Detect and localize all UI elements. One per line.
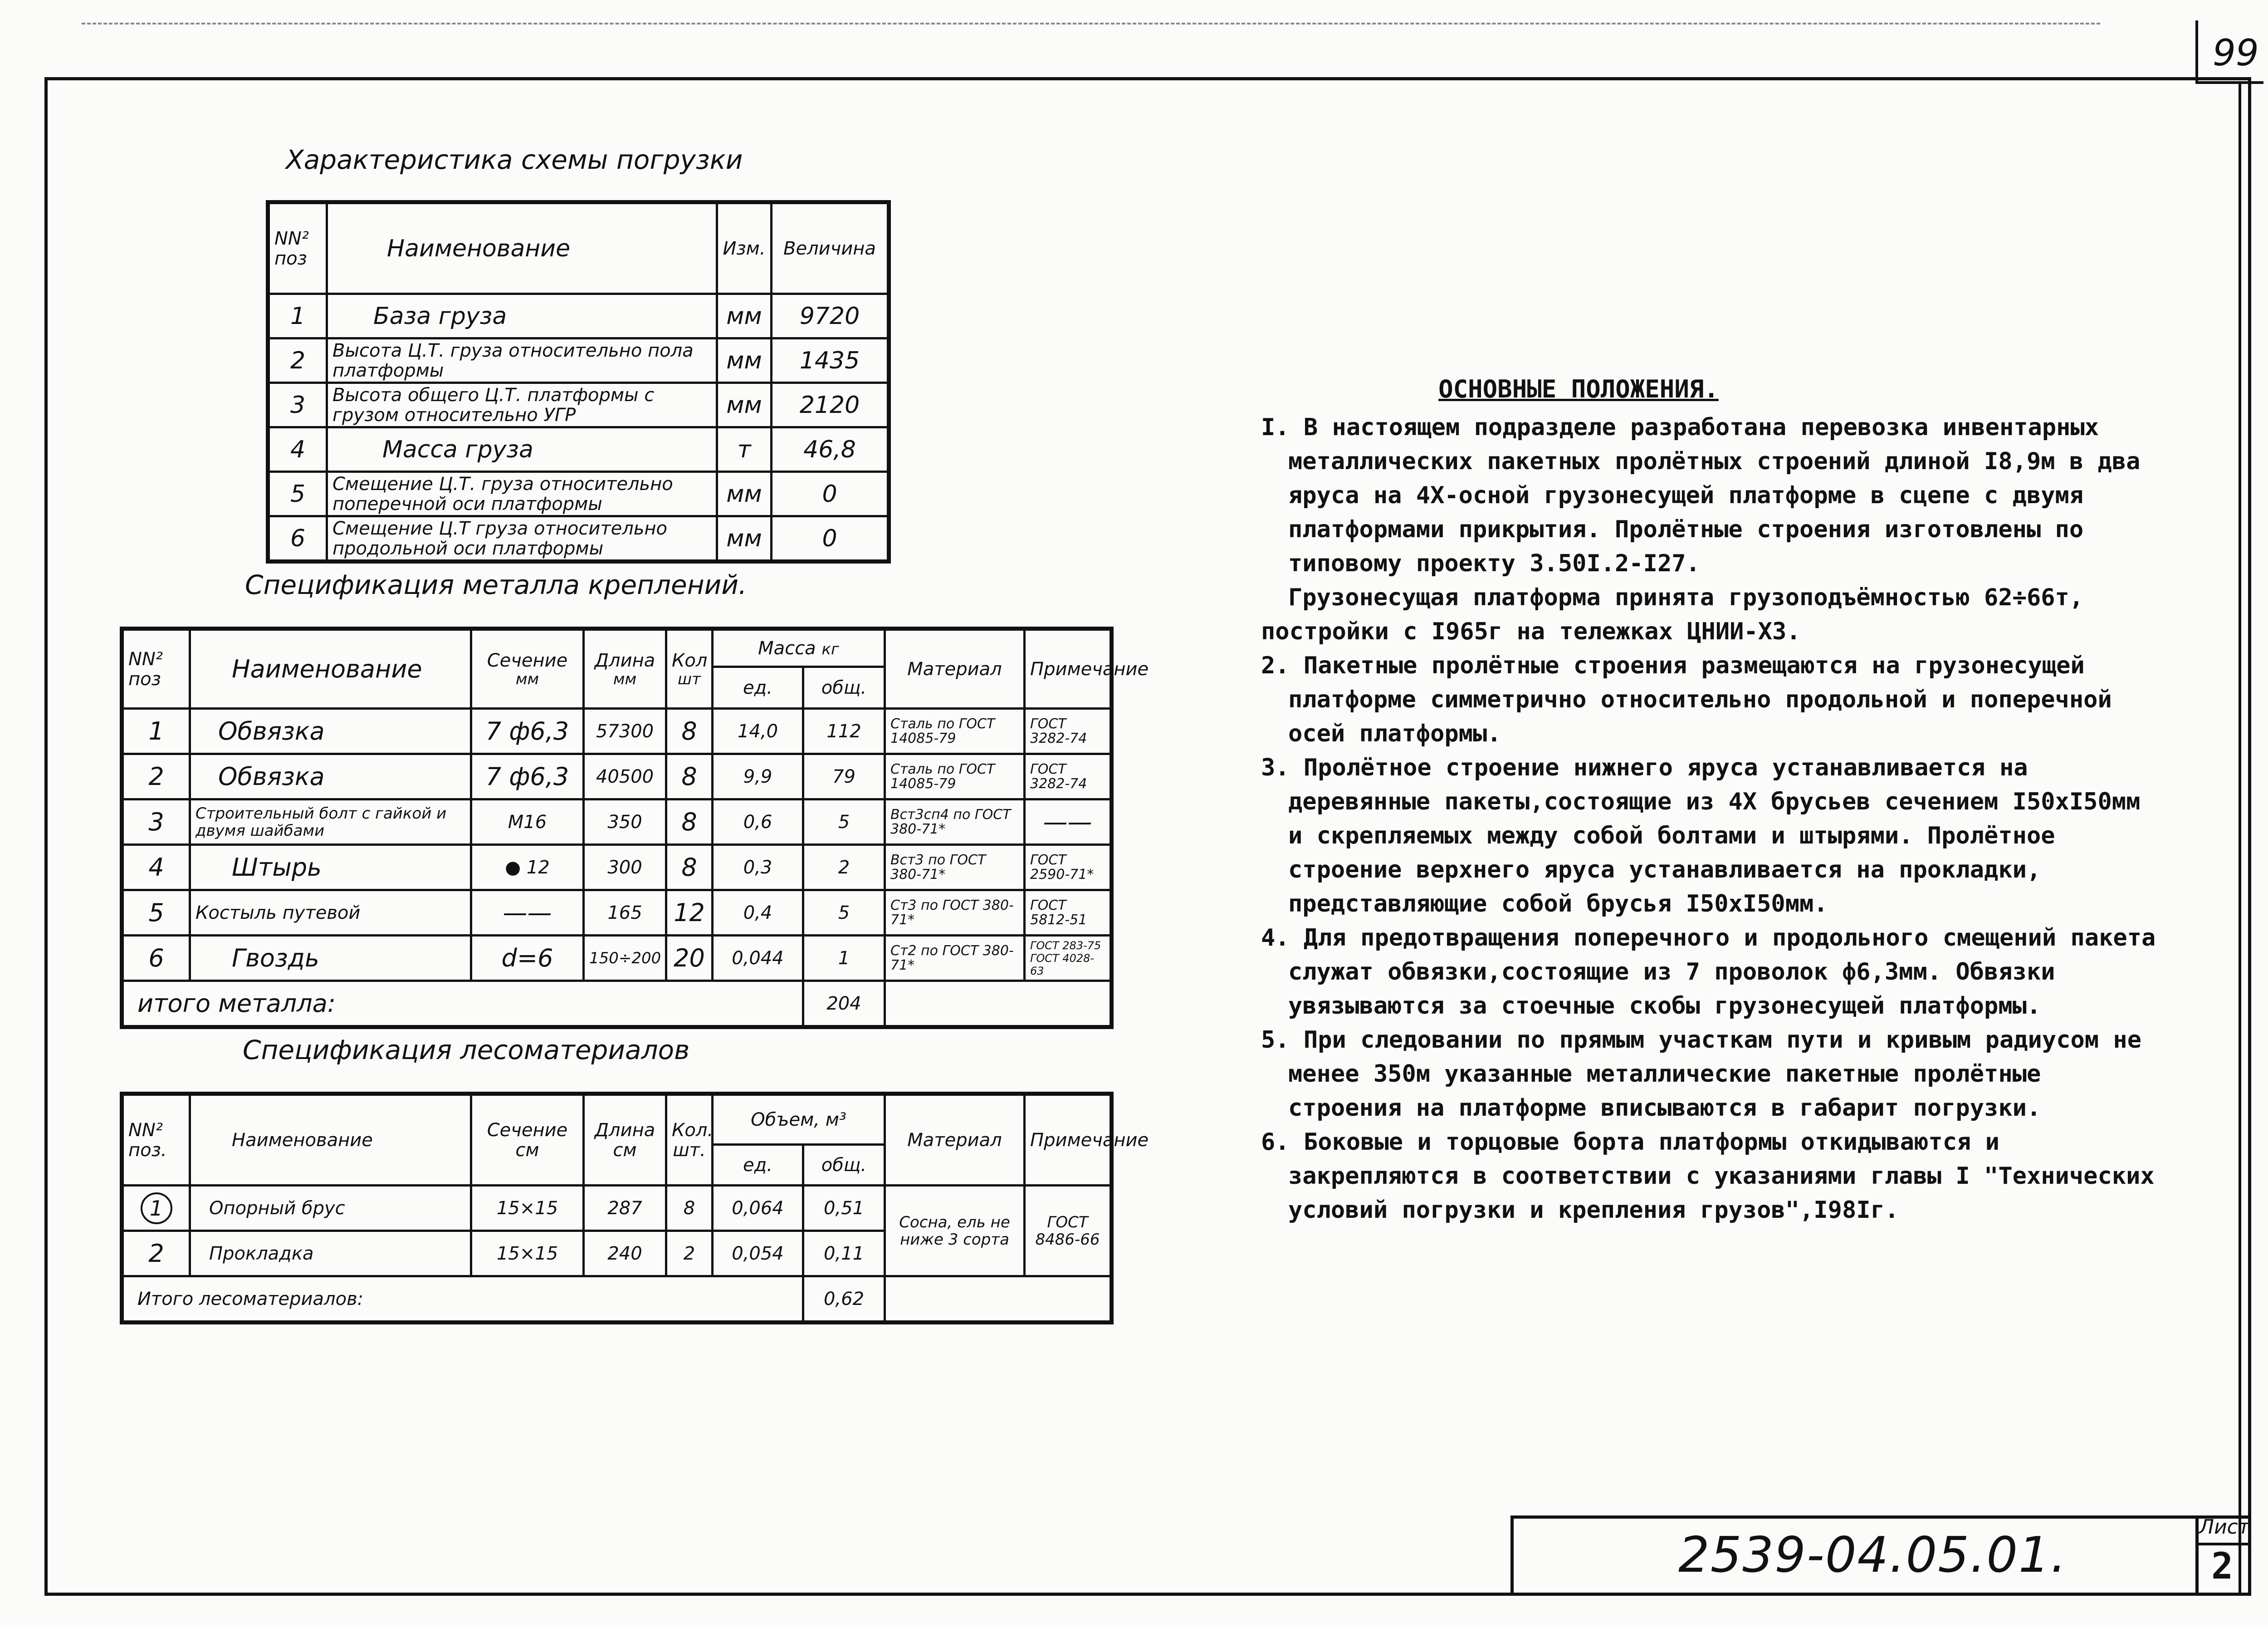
cell: 57300 xyxy=(584,709,666,754)
cell: 6 xyxy=(123,936,190,981)
wood-h-section-unit: см xyxy=(515,1139,539,1161)
cell: Гвоздь xyxy=(190,936,471,981)
note-item: I. В настоящем подразделе разработана перевозка инвентарных металлических пакетных пролётных строений длиной I8,9м в два яруса на 4Х-осной грузонесущей платформе в сцепе с двумя платформами прикрытия. Пролётные строения изготовлены по типовому проекту 3.50I.2-I27. xyxy=(1261,414,2141,577)
cell: d=6 xyxy=(471,936,584,981)
cell: 0,044 xyxy=(713,936,803,981)
cell: 4 xyxy=(269,427,327,472)
wood-note: ГОСТ 8486-66 xyxy=(1025,1186,1111,1276)
metal-total-empty xyxy=(885,981,1111,1026)
note-item: 5. При следовании по прямым участкам пути и кривым радиусом не менее 350м указанные металлические пакетные пролётные строения на платформе вписываются в габарит погрузки. xyxy=(1261,1026,2142,1122)
cell: 0,11 xyxy=(803,1231,885,1276)
page-number: 99 xyxy=(2213,32,2259,74)
frame-right-line xyxy=(2239,84,2241,1595)
table-row xyxy=(269,516,888,561)
wood-h-length-unit: см xyxy=(613,1139,637,1161)
table-row xyxy=(269,427,888,472)
general-notes xyxy=(1261,372,2168,1227)
cell: 7 ф6,3 xyxy=(471,754,584,799)
metal-h-length xyxy=(584,630,666,709)
cell: ГОСТ 2590-71* xyxy=(1025,845,1111,890)
cell: 287 xyxy=(584,1186,666,1231)
cell: мм xyxy=(717,338,772,383)
table-row xyxy=(123,890,1111,936)
cell: Опорный брус xyxy=(190,1186,471,1231)
metal-table-title: Спецификация металла креплений. xyxy=(245,569,747,600)
cell: 2 xyxy=(803,845,885,890)
wood-h-length-label: Длина xyxy=(594,1119,655,1141)
cell: мм xyxy=(717,516,772,561)
cell: Ст3 по ГОСТ 380-71* xyxy=(885,890,1025,936)
metal-total-label: итого металла: xyxy=(123,981,803,1026)
cell: 46,8 xyxy=(772,427,888,472)
metal-h-mass xyxy=(713,630,885,667)
cell: 1 xyxy=(803,936,885,981)
cell: ГОСТ 283-75 ГОСТ 4028-63 xyxy=(1025,936,1111,981)
metal-h-mass-each: ед. xyxy=(713,667,803,709)
wood-h-section xyxy=(471,1095,584,1186)
table-row xyxy=(269,338,888,383)
cell: 0,054 xyxy=(713,1231,803,1276)
table-row xyxy=(123,845,1111,890)
wood-total-row xyxy=(123,1276,1111,1322)
metal-total-value: 204 xyxy=(803,981,885,1026)
wood-h-name: Наименование xyxy=(190,1095,471,1186)
top-trim-line xyxy=(82,23,2100,25)
cell: 20 xyxy=(666,936,713,981)
cell: 150÷200 xyxy=(584,936,666,981)
cell: 0 xyxy=(772,516,888,561)
cell: Костыль путевой xyxy=(190,890,471,936)
cell: База груза xyxy=(327,294,717,338)
cell: 15×15 xyxy=(471,1231,584,1276)
cell: Вст3 по ГОСТ 380-71* xyxy=(885,845,1025,890)
cell: Штырь xyxy=(190,845,471,890)
note-item: 2. Пакетные пролётные строения размещаются на грузонесущей платформе симметрично относительно продольной и поперечной осей платформы. xyxy=(1261,652,2112,747)
char-table-title: Характеристика схемы погрузки xyxy=(286,144,743,175)
cell: Смещение Ц.Т. груза относительно поперечной оси платформы xyxy=(327,472,717,516)
cell: 2 xyxy=(666,1231,713,1276)
cell: Строительный болт с гайкой и двумя шайбами xyxy=(190,799,471,845)
cell: мм xyxy=(717,472,772,516)
metal-h-note: Примечание xyxy=(1025,630,1111,709)
cell: 0,4 xyxy=(713,890,803,936)
wood-h-volume-each: ед. xyxy=(713,1145,803,1186)
note-item: Грузонесущая платформа принята грузоподъёмностью 62÷66т, постройки с I965г на тележках ЦНИИ-Х3. xyxy=(1261,584,2084,645)
cell: Ст2 по ГОСТ 380-71* xyxy=(885,936,1025,981)
wood-h-volume-total: общ. xyxy=(803,1145,885,1186)
cell: 0,064 xyxy=(713,1186,803,1231)
metal-h-section-unit: мм xyxy=(515,670,539,688)
document-code: 2539-04.05.01. xyxy=(1678,1527,2068,1584)
cell: Сталь по ГОСТ 14085-79 xyxy=(885,709,1025,754)
wood-h-section-label: Сечение xyxy=(487,1119,568,1141)
table-row xyxy=(269,472,888,516)
table-row xyxy=(123,799,1111,845)
wood-h-qty-unit: шт. xyxy=(673,1139,706,1161)
wood-h-qty xyxy=(666,1095,713,1186)
cell: 1435 xyxy=(772,338,888,383)
cell: 12 xyxy=(666,890,713,936)
metal-h-mass-unit: кг xyxy=(821,640,839,658)
cell: 350 xyxy=(584,799,666,845)
wood-total-empty xyxy=(885,1276,1111,1322)
cell: 8 xyxy=(666,799,713,845)
wood-h-note: Примечание xyxy=(1025,1095,1111,1186)
cell: 5 xyxy=(123,890,190,936)
wood-table-title: Спецификация лесоматериалов xyxy=(243,1035,690,1065)
wood-header-row-1 xyxy=(123,1095,1111,1145)
note-item: 3. Пролётное строение нижнего яруса устанавливается на деревянные пакеты,состоящие из 4Х брусьев сечением I50хI50мм и скрепляемых между собой болтами и штырями. Пролётное строение верхнего яруса устанавливается на прокладки, представляющие собой брусья I50хI50мм. xyxy=(1261,754,2141,917)
metal-h-name: Наименование xyxy=(190,630,471,709)
metal-table xyxy=(122,628,1149,1027)
table-row xyxy=(123,1186,1111,1231)
cell: 8 xyxy=(666,754,713,799)
cell: Обвязка xyxy=(190,709,471,754)
cell: Масса груза xyxy=(327,427,717,472)
cell: 0,3 xyxy=(713,845,803,890)
metal-h-qty-label: Кол xyxy=(672,650,708,671)
table-row xyxy=(123,709,1111,754)
cell: 9,9 xyxy=(713,754,803,799)
cell: 0,6 xyxy=(713,799,803,845)
wood-h-length xyxy=(584,1095,666,1186)
metal-total-row xyxy=(123,981,1111,1026)
metal-header-row-1 xyxy=(123,630,1111,667)
table-row xyxy=(269,383,888,427)
cell: Сталь по ГОСТ 14085-79 xyxy=(885,754,1025,799)
metal-h-length-label: Длина xyxy=(594,650,655,671)
metal-h-section xyxy=(471,630,584,709)
wood-h-qty-label: Кол. xyxy=(672,1119,714,1141)
metal-h-mass-total: общ. xyxy=(803,667,885,709)
cell: Вст3сп4 по ГОСТ 380-71* xyxy=(885,799,1025,845)
cell: —— xyxy=(1025,799,1111,845)
char-h-no: NN² поз xyxy=(269,203,327,294)
cell: 2120 xyxy=(772,383,888,427)
cell: 6 xyxy=(269,516,327,561)
cell: 3 xyxy=(269,383,327,427)
wood-total-value: 0,62 xyxy=(803,1276,885,1322)
cell: 5 xyxy=(269,472,327,516)
cell: 2 xyxy=(123,754,190,799)
notes-heading: ОСНОВНЫЕ ПОЛОЖЕНИЯ. xyxy=(1438,375,1719,403)
cell: 9720 xyxy=(772,294,888,338)
cell: 4 xyxy=(123,845,190,890)
cell: 240 xyxy=(584,1231,666,1276)
metal-h-qty-unit: шт xyxy=(678,670,701,688)
cell: 8 xyxy=(666,1186,713,1231)
wood-total-label: Итого лесоматериалов: xyxy=(123,1276,803,1322)
table-row xyxy=(123,754,1111,799)
metal-h-qty xyxy=(666,630,713,709)
wood-h-material: Материал xyxy=(885,1095,1025,1186)
cell: 2 xyxy=(269,338,327,383)
cell: т xyxy=(717,427,772,472)
sheet-label: Лист xyxy=(2199,1515,2250,1539)
note-item: 4. Для предотвращения поперечного и продольного смещений пакета служат обвязки,состоящие из 7 проволок ф6,3мм. Обвязки увязываются за стоечные скобы грузонесущей платформы. xyxy=(1261,924,2156,1020)
cell: 5 xyxy=(803,799,885,845)
cell: М16 xyxy=(471,799,584,845)
cell: ГОСТ 3282-74 xyxy=(1025,754,1111,799)
cell: Обвязка xyxy=(190,754,471,799)
metal-h-no: NN² поз xyxy=(123,630,190,709)
cell: 0,51 xyxy=(803,1186,885,1231)
cell: Высота общего Ц.Т. платформы с грузом относительно УГР xyxy=(327,383,717,427)
metal-h-material: Материал xyxy=(885,630,1025,709)
cell: 165 xyxy=(584,890,666,936)
wood-table xyxy=(122,1094,1149,1323)
sheet-number: 2 xyxy=(2211,1545,2234,1587)
cell: Смещение Ц.Т груза относительно продольной оси платформы xyxy=(327,516,717,561)
char-h-value: Величина xyxy=(772,203,888,294)
cell: 40500 xyxy=(584,754,666,799)
cell: 112 xyxy=(803,709,885,754)
cell: ● 12 xyxy=(471,845,584,890)
cell: 8 xyxy=(666,845,713,890)
cell: мм xyxy=(717,294,772,338)
table-row xyxy=(123,936,1111,981)
metal-h-section-label: Сечение xyxy=(487,650,568,671)
cell: 8 xyxy=(666,709,713,754)
char-header-row xyxy=(269,203,888,294)
cell: ГОСТ 3282-74 xyxy=(1025,709,1111,754)
cell: 5 xyxy=(803,890,885,936)
cell: 300 xyxy=(584,845,666,890)
cell: —— xyxy=(471,890,584,936)
cell: мм xyxy=(717,383,772,427)
cell: 7 ф6,3 xyxy=(471,709,584,754)
cell: ГОСТ 5812-51 xyxy=(1025,890,1111,936)
cell: Прокладка xyxy=(190,1231,471,1276)
cell: 14,0 xyxy=(713,709,803,754)
metal-h-length-unit: мм xyxy=(613,670,637,688)
cell xyxy=(123,1186,190,1231)
wood-h-volume: Объем, м³ xyxy=(713,1095,885,1145)
cell: 79 xyxy=(803,754,885,799)
cell: 2 xyxy=(123,1231,190,1276)
note-item: 6. Боковые и торцовые борта платформы откидываются и закрепляются в соответствии с указаниями главы I "Технических условий погрузки и крепления грузов",I98Iг. xyxy=(1261,1128,2155,1224)
wood-h-no: NN² поз. xyxy=(123,1095,190,1186)
cell: Высота Ц.Т. груза относительно пола платформы xyxy=(327,338,717,383)
char-h-name: Наименование xyxy=(327,203,717,294)
char-h-unit: Изм. xyxy=(717,203,772,294)
circled-position-number: 1 xyxy=(141,1192,172,1224)
table-row xyxy=(269,294,888,338)
cell: 0 xyxy=(772,472,888,516)
wood-material: Сосна, ель не ниже 3 сорта xyxy=(885,1186,1025,1276)
cell: 1 xyxy=(269,294,327,338)
char-table xyxy=(268,202,889,562)
cell: 1 xyxy=(123,709,190,754)
metal-h-mass-label: Масса xyxy=(758,637,816,659)
cell: 15×15 xyxy=(471,1186,584,1231)
cell: 3 xyxy=(123,799,190,845)
